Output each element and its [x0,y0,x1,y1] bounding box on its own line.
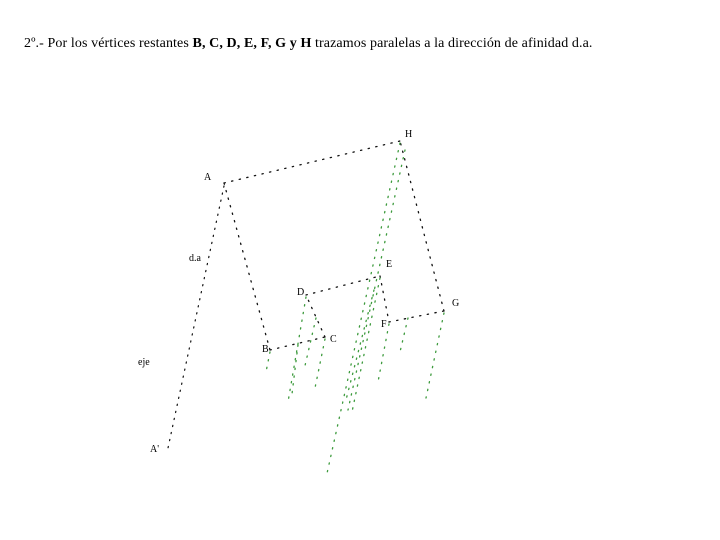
parallel-lines [266,143,444,478]
label-C: C [330,334,337,345]
edge-G-H [400,141,444,311]
label-da: d.a [189,253,201,264]
label-eje: eje [138,357,150,368]
parallel-through-H-2 [348,150,405,410]
label-F: F [381,319,387,330]
parallel-between-F-G [400,318,408,352]
heading-vertices: B, C, D, E, F, G y H [192,36,312,51]
edge-A-B [224,183,270,350]
label-H: H [405,129,413,140]
heading-suffix: trazamos paralelas a la dirección de afinidad d.a. [311,36,593,51]
edge-A-H [224,141,400,183]
label-B: B [262,344,269,355]
parallel-through-C [315,339,325,388]
parallel-through-D [288,297,306,402]
label-D: D [297,287,305,298]
parallel-through-F [378,324,389,382]
label-E: E [386,259,393,270]
edge-E-F [380,276,389,322]
affinity-direction-line [168,186,224,448]
parallel-between-B-C [292,345,298,394]
figure-outline [224,141,444,350]
heading-prefix: 2º.- Por los vértices restantes [24,36,193,51]
parallel-through-G [426,313,444,398]
parallel-through-E-2 [346,290,374,400]
edge-F-G [389,311,444,322]
edge-C-D [306,295,325,337]
parallel-through-E [352,278,380,412]
label-A: A [204,172,212,183]
parallel-through-B [266,352,270,372]
label-A-prime: A' [150,444,160,455]
edge-D-E [306,276,380,295]
parallel-between-C-D [304,318,316,370]
parallel-through-H [326,143,400,478]
label-G: G [452,298,460,309]
